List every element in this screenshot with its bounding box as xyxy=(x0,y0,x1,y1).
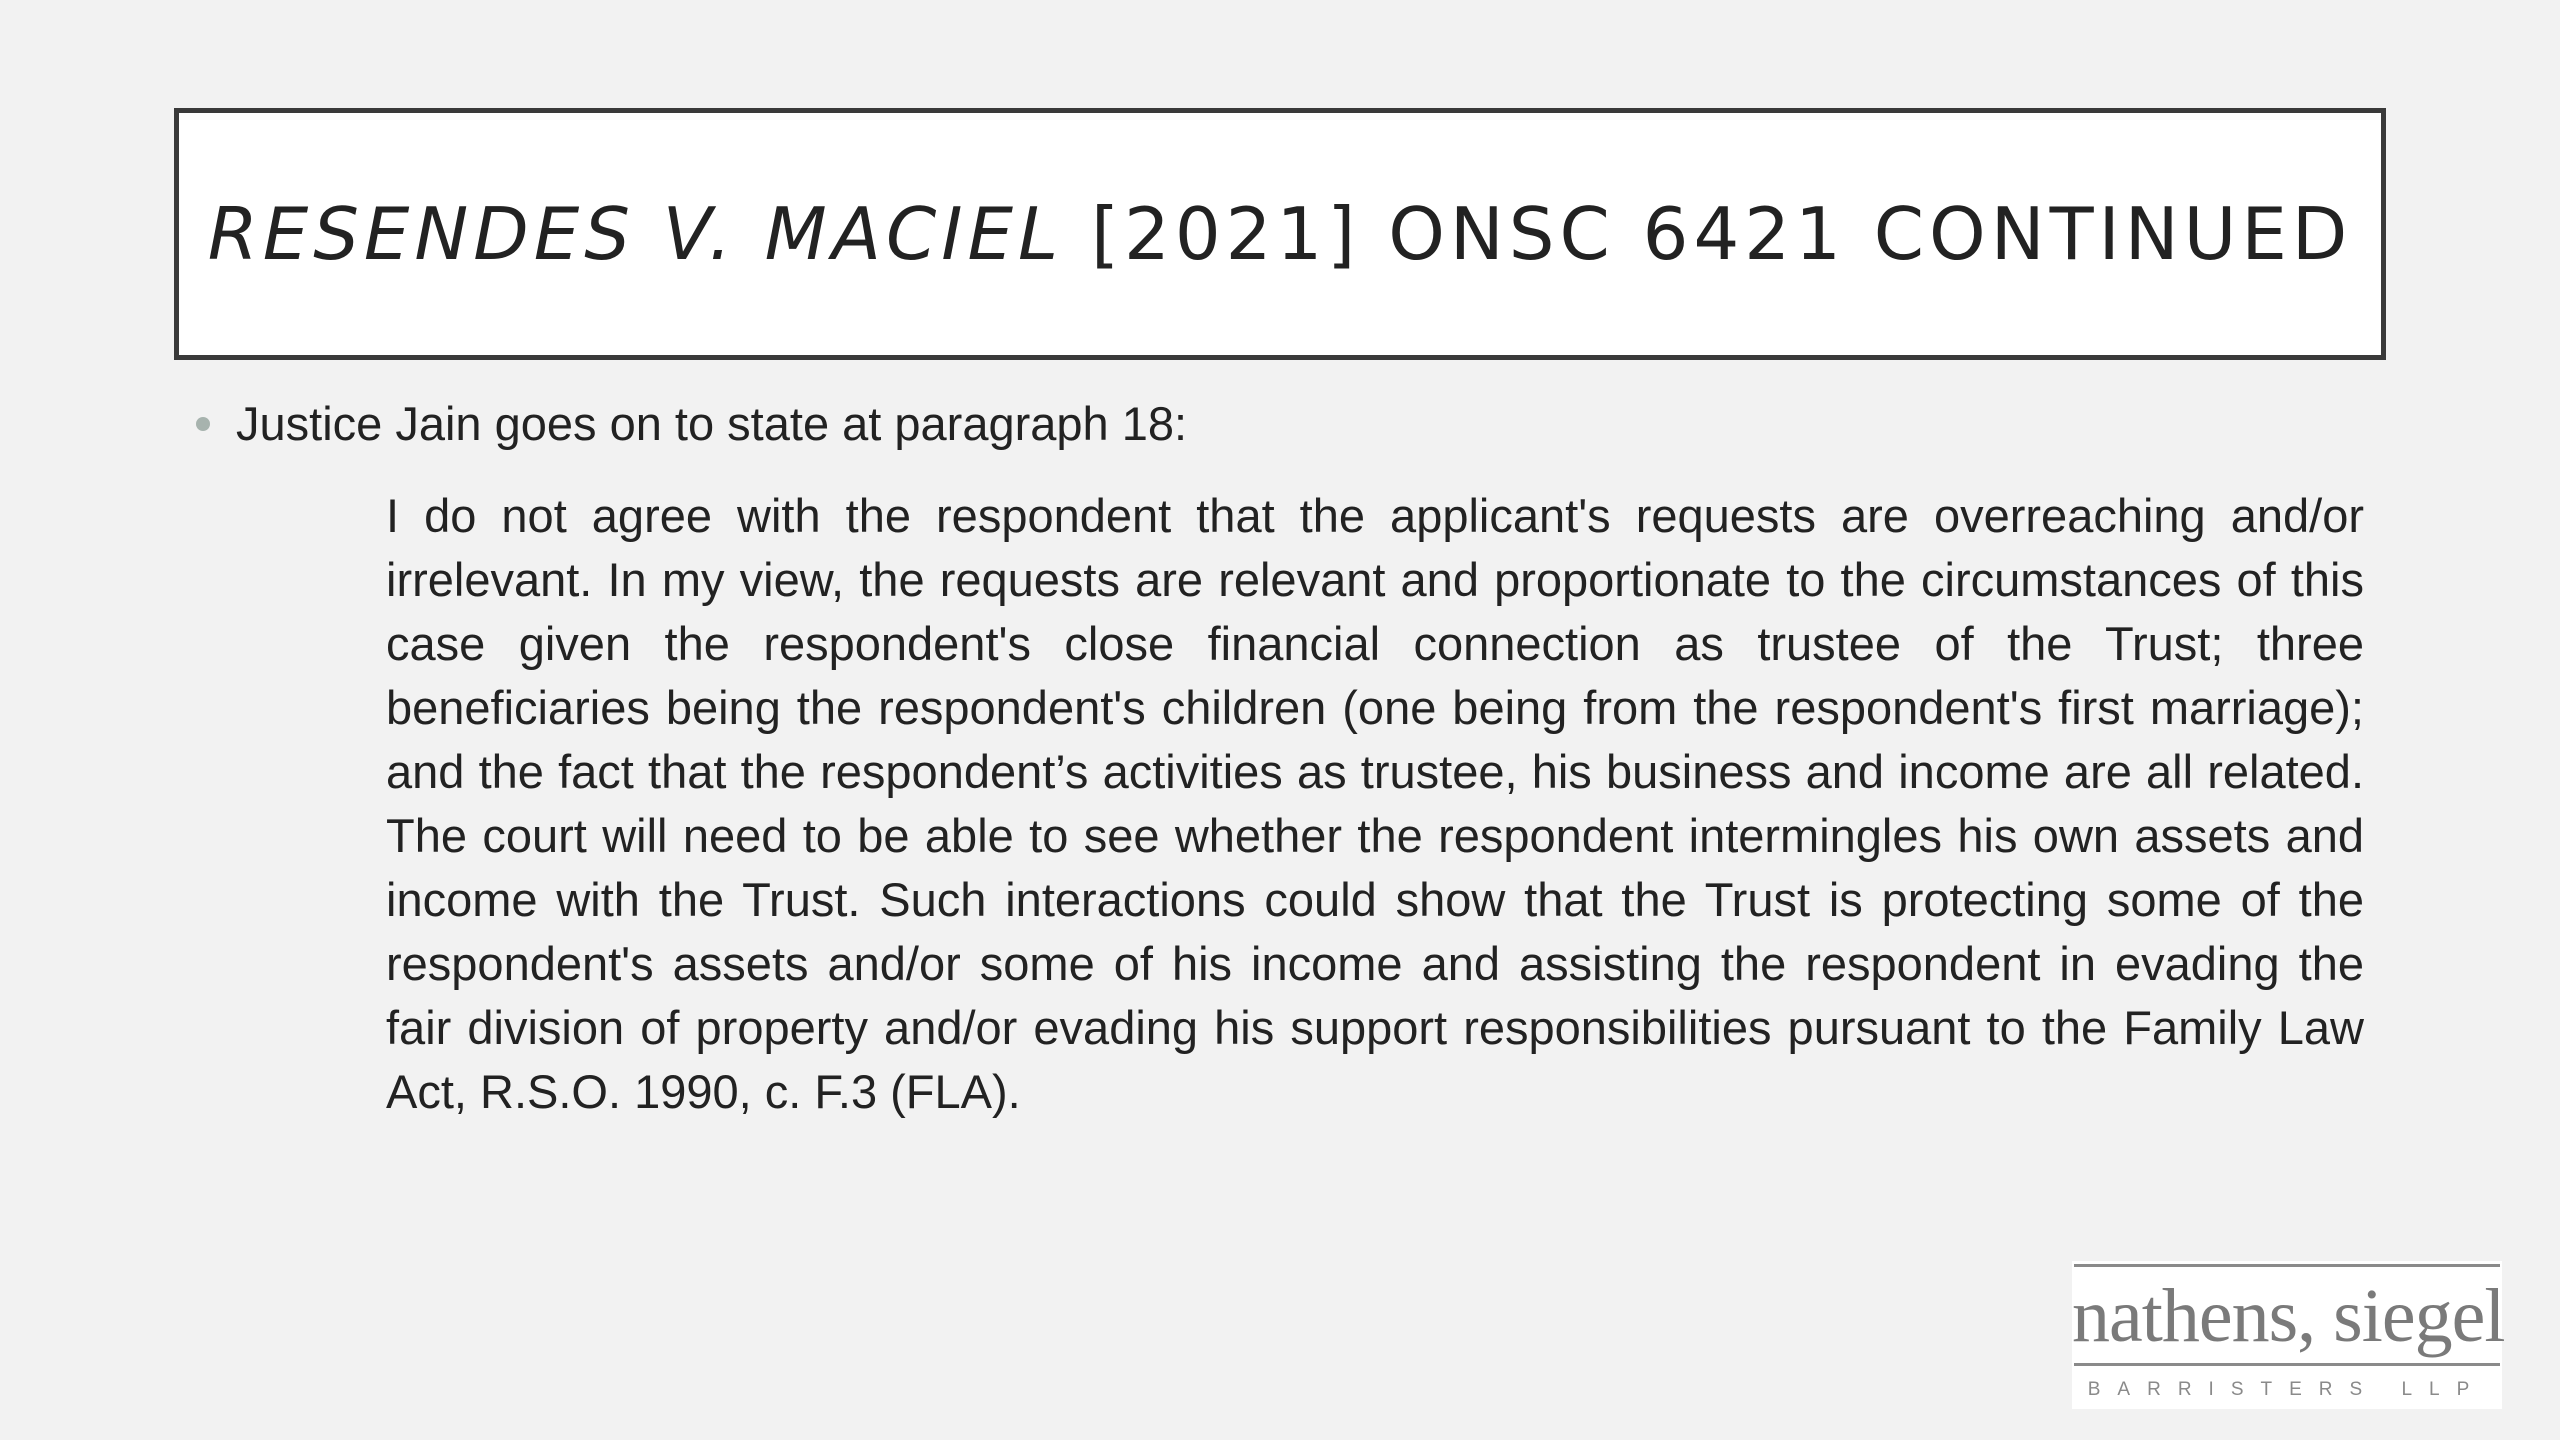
bullet-text: Justice Jain goes on to state at paragraph 18: xyxy=(236,397,1188,450)
logo-top-rule xyxy=(2074,1264,2500,1267)
title-box xyxy=(174,108,2386,360)
slide-title xyxy=(208,192,2353,276)
logo-name: nathens, siegel xyxy=(2072,1274,2505,1358)
title-case-name: RESENDES V. MACIEL xyxy=(207,192,1064,276)
firm-logo xyxy=(2072,1261,2505,1409)
bullet-item xyxy=(196,396,1187,451)
bullet-dot-icon xyxy=(196,417,210,431)
logo-subtitle: BARRISTERS LLP xyxy=(2087,1379,2487,1400)
quoted-paragraph: I do not agree with the respondent that the applicant's requests are overreaching and/or irrelevant. In my view, the requests are relevant and proportionate to the circumstances of this case given the respondent's close financial connection as trustee of the Trust; three beneficiaries being the respondent's children (one being from the respondent's first marriage); and the fact that the respondent’s activities as trustee, his business and income are all related. The court will need to be able to see whether the respondent intermingles his own assets and income with the Trust. Such interactions could show that the Trust is protecting some of the respondent's assets and/or some of his income and assisting the respondent in evading the fair division of property and/or evading his support responsibilities pursuant to the Family Law Act, R.S.O. 1990, c. F.3 (FLA). xyxy=(386,489,2364,1118)
title-citation: [2021] ONSC 6421 CONTINUED xyxy=(1063,192,2353,276)
logo-bottom-rule xyxy=(2074,1363,2500,1366)
